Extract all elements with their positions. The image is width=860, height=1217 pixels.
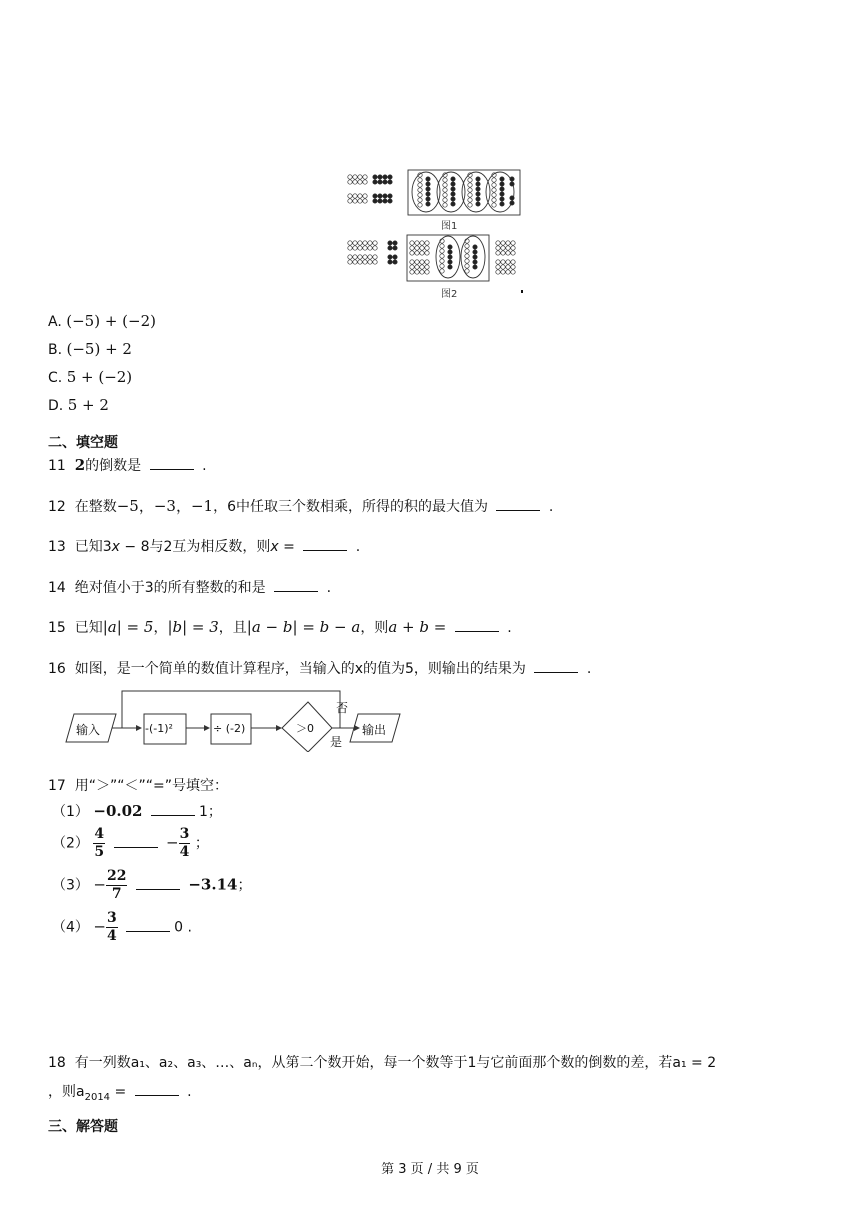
flow-output-label: 输出 <box>362 723 387 737</box>
hollow-bead <box>440 254 444 258</box>
hollow-bead <box>353 260 357 264</box>
answer-blank[interactable] <box>455 619 499 632</box>
hollow-bead <box>511 246 515 250</box>
question-17-part-1: （1） −0.02 1； <box>52 802 222 820</box>
question-17: 17 用“＞”“＜”“=”号填空： <box>48 778 228 794</box>
filled-bead <box>393 241 397 245</box>
flow-condition-label: ＞0 <box>296 722 314 735</box>
filled-bead <box>500 182 504 186</box>
filled-bead <box>500 202 504 206</box>
hollow-bead <box>506 270 510 274</box>
filled-bead <box>388 180 392 184</box>
hollow-bead <box>468 183 472 187</box>
hollow-bead <box>410 270 414 274</box>
answer-blank[interactable] <box>496 498 540 511</box>
hollow-bead <box>440 249 444 253</box>
hollow-bead <box>410 260 414 264</box>
hollow-bead <box>348 260 352 264</box>
filled-bead <box>448 255 452 259</box>
filled-bead <box>383 180 387 184</box>
filled-bead <box>510 182 514 186</box>
hollow-bead <box>468 198 472 202</box>
question-14: 14 绝对值小于3的所有整数的和是 . <box>48 580 332 596</box>
hollow-bead <box>348 241 352 245</box>
filled-bead <box>451 177 455 181</box>
hollow-bead <box>348 255 352 259</box>
hollow-bead <box>418 203 422 207</box>
hollow-bead <box>415 251 419 255</box>
hollow-bead <box>440 269 444 273</box>
filled-bead <box>388 255 392 259</box>
hollow-bead <box>506 251 510 255</box>
hollow-bead <box>443 193 447 197</box>
hollow-bead <box>418 193 422 197</box>
hollow-bead <box>415 270 419 274</box>
hollow-bead <box>368 260 372 264</box>
filled-bead <box>383 175 387 179</box>
hollow-bead <box>440 259 444 263</box>
filled-bead <box>473 250 477 254</box>
hollow-bead <box>348 199 352 203</box>
hollow-bead <box>358 194 362 198</box>
hollow-bead <box>511 251 515 255</box>
filled-bead <box>476 202 480 206</box>
hollow-bead <box>358 180 362 184</box>
hollow-bead <box>465 259 469 263</box>
filled-bead <box>476 177 480 181</box>
hollow-bead <box>425 265 429 269</box>
hollow-bead <box>440 244 444 248</box>
hollow-bead <box>492 193 496 197</box>
filled-bead <box>373 180 377 184</box>
hollow-bead <box>501 270 505 274</box>
question-17-part-4: （4） − $\frac{3}{4}$ 0 . <box>52 910 192 944</box>
hollow-bead <box>425 251 429 255</box>
hollow-bead <box>348 180 352 184</box>
hollow-bead <box>468 193 472 197</box>
hollow-bead <box>410 251 414 255</box>
hollow-bead <box>410 241 414 245</box>
hollow-bead <box>373 241 377 245</box>
question-12: 12 在整数−5，−3，−1，6中任取三个数相乘，所得的积的最大值为 . <box>48 497 554 515</box>
filled-bead <box>476 192 480 196</box>
filled-bead <box>451 182 455 186</box>
figure2-caption: 图2 <box>441 289 458 300</box>
option-b: B. (−5) + 2 <box>48 340 132 358</box>
question-17-part-3: （3） − $\frac{22}{7}$ −3.14； <box>52 868 252 902</box>
hollow-bead <box>501 251 505 255</box>
answer-blank[interactable] <box>274 579 318 592</box>
hollow-bead <box>443 183 447 187</box>
hollow-bead <box>443 178 447 182</box>
question-18: 18 有一列数a₁、a₂、a₃、…、aₙ，从第二个数开始，每一个数等于1与它前面那个数的倒数的差，若a₁ = 2 <box>48 1055 717 1071</box>
hollow-bead <box>501 265 505 269</box>
hollow-bead <box>363 246 367 250</box>
hollow-bead <box>506 246 510 250</box>
hollow-bead <box>415 241 419 245</box>
filled-bead <box>388 199 392 203</box>
hollow-bead <box>420 251 424 255</box>
hollow-bead <box>511 265 515 269</box>
hollow-bead <box>506 260 510 264</box>
filled-bead <box>426 182 430 186</box>
question-16: 16 如图，是一个简单的数值计算程序，当输入的x的值为5，则输出的结果为 . <box>48 661 592 677</box>
filled-bead <box>373 199 377 203</box>
filled-bead <box>448 245 452 249</box>
hollow-bead <box>468 178 472 182</box>
hollow-bead <box>373 246 377 250</box>
hollow-bead <box>358 246 362 250</box>
filled-bead <box>426 202 430 206</box>
figure1-caption: 图1 <box>441 221 458 232</box>
question-13: 13 已知3x − 8与2互为相反数，则x = . <box>48 539 361 555</box>
filled-bead <box>378 175 382 179</box>
hollow-bead <box>492 203 496 207</box>
hollow-bead <box>506 241 510 245</box>
hollow-bead <box>511 241 515 245</box>
filled-bead <box>393 260 397 264</box>
hollow-bead <box>368 246 372 250</box>
filled-bead <box>500 197 504 201</box>
hollow-bead <box>501 260 505 264</box>
hollow-bead <box>468 203 472 207</box>
question-17-part-2: （2） $\frac{4}{5}$ − $\frac{3}{4}$ ； <box>52 826 209 860</box>
hollow-bead <box>511 260 515 264</box>
answer-blank[interactable] <box>135 1083 179 1096</box>
bead-figure <box>340 165 530 300</box>
answer-blank[interactable] <box>303 538 347 551</box>
hollow-bead <box>496 251 500 255</box>
hollow-bead <box>363 175 367 179</box>
hollow-bead <box>420 265 424 269</box>
hollow-bead <box>418 198 422 202</box>
option-a: A. (−5) + (−2) <box>48 312 156 330</box>
filled-bead <box>388 194 392 198</box>
hollow-bead <box>443 188 447 192</box>
hollow-bead <box>353 194 357 198</box>
filled-bead <box>393 246 397 250</box>
hollow-bead <box>353 180 357 184</box>
filled-bead <box>473 245 477 249</box>
answer-blank[interactable] <box>126 919 170 932</box>
hollow-bead <box>425 241 429 245</box>
hollow-bead <box>410 265 414 269</box>
filled-bead <box>500 187 504 191</box>
hollow-bead <box>368 241 372 245</box>
hollow-bead <box>501 246 505 250</box>
hollow-bead <box>425 260 429 264</box>
filled-bead <box>476 197 480 201</box>
filled-bead <box>426 177 430 181</box>
question-18-line2: ，则$a_{2014}$ = . <box>48 1084 192 1103</box>
hollow-bead <box>492 183 496 187</box>
filled-bead <box>378 199 382 203</box>
hollow-bead <box>415 246 419 250</box>
filled-bead <box>476 182 480 186</box>
hollow-bead <box>373 260 377 264</box>
filled-bead <box>476 187 480 191</box>
hollow-bead <box>368 255 372 259</box>
hollow-bead <box>418 188 422 192</box>
flow-op1-label: -(-1)² <box>145 722 173 735</box>
hollow-bead <box>353 199 357 203</box>
hollow-bead <box>373 255 377 259</box>
filled-bead <box>500 177 504 181</box>
filled-bead <box>393 255 397 259</box>
hollow-bead <box>425 246 429 250</box>
hollow-bead <box>358 260 362 264</box>
answer-blank[interactable] <box>136 877 180 890</box>
filled-bead <box>373 194 377 198</box>
answer-blank[interactable] <box>534 660 578 673</box>
hollow-bead <box>492 198 496 202</box>
hollow-bead <box>410 246 414 250</box>
hollow-bead <box>443 203 447 207</box>
flowchart <box>60 688 410 752</box>
hollow-bead <box>353 241 357 245</box>
hollow-bead <box>358 241 362 245</box>
option-c: C. 5 + (−2) <box>48 368 133 386</box>
hollow-bead <box>465 269 469 273</box>
filled-bead <box>388 241 392 245</box>
filled-bead <box>473 255 477 259</box>
page-footer: 第 3 页 / 共 9 页 <box>381 1162 479 1177</box>
filled-bead <box>373 175 377 179</box>
option-d: D. 5 + 2 <box>48 396 109 414</box>
filled-bead <box>426 187 430 191</box>
filled-bead <box>388 175 392 179</box>
hollow-bead <box>496 260 500 264</box>
hollow-bead <box>496 241 500 245</box>
filled-bead <box>451 187 455 191</box>
filled-bead <box>510 177 514 181</box>
hollow-bead <box>506 265 510 269</box>
hollow-bead <box>425 270 429 274</box>
section-answer-questions: 三、解答题 <box>48 1119 118 1135</box>
hollow-bead <box>465 264 469 268</box>
hollow-bead <box>358 175 362 179</box>
filled-bead <box>378 180 382 184</box>
filled-bead <box>388 260 392 264</box>
hollow-bead <box>363 260 367 264</box>
filled-bead <box>426 197 430 201</box>
hollow-bead <box>492 178 496 182</box>
hollow-bead <box>418 183 422 187</box>
hollow-bead <box>353 255 357 259</box>
hollow-bead <box>363 199 367 203</box>
filled-bead <box>510 201 514 205</box>
filled-bead <box>448 260 452 264</box>
hollow-bead <box>363 241 367 245</box>
hollow-bead <box>358 199 362 203</box>
answer-blank[interactable] <box>114 835 158 848</box>
hollow-bead <box>465 244 469 248</box>
hollow-bead <box>468 188 472 192</box>
filled-bead <box>510 196 514 200</box>
hollow-bead <box>465 249 469 253</box>
answer-blank[interactable] <box>151 803 195 816</box>
hollow-bead <box>348 246 352 250</box>
hollow-bead <box>353 246 357 250</box>
filled-bead <box>388 246 392 250</box>
hollow-bead <box>353 175 357 179</box>
filled-bead <box>383 199 387 203</box>
flow-yes-label: 是 <box>330 735 343 749</box>
hollow-bead <box>363 255 367 259</box>
filled-bead <box>383 194 387 198</box>
hollow-bead <box>420 260 424 264</box>
hollow-bead <box>465 254 469 258</box>
hollow-bead <box>440 264 444 268</box>
filled-bead <box>378 194 382 198</box>
dot-mark <box>521 290 523 293</box>
flow-input-label: 输入 <box>76 723 101 737</box>
filled-bead <box>451 192 455 196</box>
hollow-bead <box>415 260 419 264</box>
hollow-bead <box>420 241 424 245</box>
hollow-bead <box>363 194 367 198</box>
hollow-bead <box>496 265 500 269</box>
flow-op2-label: ÷ (-2) <box>213 722 246 735</box>
filled-bead <box>426 192 430 196</box>
hollow-bead <box>492 188 496 192</box>
hollow-bead <box>420 270 424 274</box>
hollow-bead <box>420 246 424 250</box>
section-fill-blank: 二、填空题 <box>48 435 118 451</box>
filled-bead <box>500 192 504 196</box>
filled-bead <box>448 250 452 254</box>
hollow-bead <box>348 194 352 198</box>
hollow-bead <box>418 178 422 182</box>
filled-bead <box>448 265 452 269</box>
answer-blank[interactable] <box>150 457 194 470</box>
question-11: 11 2的倒数是 . <box>48 456 207 474</box>
filled-bead <box>451 202 455 206</box>
hollow-bead <box>501 241 505 245</box>
hollow-bead <box>496 246 500 250</box>
hollow-bead <box>496 270 500 274</box>
filled-bead <box>473 260 477 264</box>
hollow-bead <box>348 175 352 179</box>
flow-no-label: 否 <box>336 701 349 715</box>
filled-bead <box>451 197 455 201</box>
filled-bead <box>473 265 477 269</box>
hollow-bead <box>443 198 447 202</box>
question-15: 15 已知|a| = 5，|b| = 3，且|a − b| = b − a，则a + b = . <box>48 618 512 636</box>
hollow-bead <box>415 265 419 269</box>
hollow-bead <box>363 180 367 184</box>
hollow-bead <box>358 255 362 259</box>
hollow-bead <box>511 270 515 274</box>
